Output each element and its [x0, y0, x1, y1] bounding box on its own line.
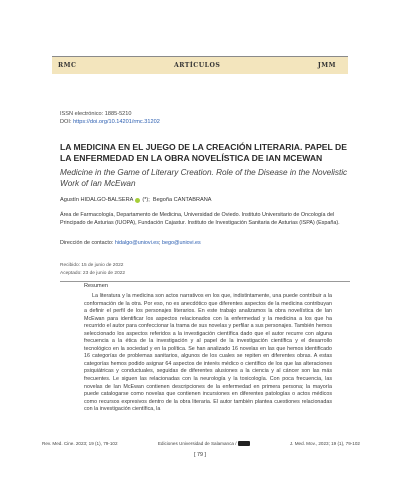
- publisher-text: Ediciones Universidad de Salamanca /: [157, 441, 237, 446]
- corresponding-marker: (*);: [142, 197, 150, 203]
- footer-right: J. Med. Mov., 2023; 19 (1), 79-102: [289, 441, 360, 447]
- email-link-2[interactable]: bego@uniovi.es: [161, 240, 201, 246]
- footer-left: Rev. Med. Cine. 2023; 19 (1), 79-102: [42, 441, 118, 447]
- article-meta: [60, 110, 160, 126]
- page-number: [ 79 ]: [194, 452, 206, 458]
- author-1: Agustín HIDALGO-BALSERA: [60, 197, 134, 203]
- author-2: Begoña CANTABRANA: [152, 197, 212, 203]
- cc-license-icon: [238, 441, 250, 446]
- article-subtitle: Medicine in the Game of Literary Creation. Role of the Disease in the Novelistic Work of Ian McEwan: [60, 168, 348, 188]
- issn: ISSN electrónico: 1885-5210: [60, 111, 132, 117]
- contact-label: Dirección de contacto:: [60, 240, 115, 246]
- header-center: ARTÍCULOS: [173, 62, 221, 69]
- article-title: LA MEDICINA EN EL JUEGO DE LA CREACIÓN LITERARIA. PAPEL DE LA ENFERMEDAD EN LA OBRA NOVELÍSTICA DE IAN MCEWAN: [60, 142, 347, 163]
- doi-label: DOI:: [60, 119, 74, 125]
- dates-block: [60, 262, 125, 277]
- footer-center: [158, 441, 250, 446]
- abstract-divider: [60, 281, 350, 282]
- header-right: JMM: [317, 62, 336, 69]
- orcid-icon[interactable]: [135, 198, 140, 203]
- abstract-text: La literatura y la medicina son actos narrativos en los que, indistintamente, una puede contribuir a la conformación de la otra. Por eso, no es anecdótico que diferentes aspectos de la medicina contribuyan a definir el perfil de los personajes literarios. En este trabajo analizamos la obra novelística de Ian McEwan para identificar los aspectos relacionados con la enfermedad y la medicina a los que ha recurrido el autor para confeccionar la trama de sus novelas y perfilar a sus personajes. También hemos seleccionado los aspectos referidos a la investigación científica dado que el autor recurre con alguna frecuencia a la ética de la investigación y al papel de la investigación científica y el desarrollo tecnológico en la sociedad y en la política. Se han analizado 16 novelas en las que hemos identificado 16 categorías de problemas sanitarios, algunos de los cuales se repiten en diferentes obras. A estas categorías hemos podido asignar 64 aspectos de interés médico o científico de los que las alteraciones psiquiátricas y conductuales, seguidas de diferentes alusiones a la ciencia y al cáncer son las más frecuentes. Le siguen las relacionadas con la neurología y la toxicología. Con poca frecuencia, las novelas de Ian McEwan contienen descripciones de la enfermedad en primera persona; la mayoría puede catalogarse como novelas que contienen incursiones en diferentes patologías o actos médicos como recursos expresivos dentro de la obra literaria. El autor también plantea cuestiones relacionadas con la investigación científica, la: [84, 293, 332, 413]
- abstract-heading: Resumen: [84, 283, 108, 289]
- contact-line: [60, 240, 201, 246]
- page-footer: [42, 441, 360, 446]
- email-separator: ;: [158, 240, 162, 246]
- accepted-date: Aceptado: 23 de junio de 2022: [60, 270, 126, 276]
- journal-header-band: [52, 56, 348, 74]
- doi-line: [60, 118, 160, 126]
- received-date: Recibido: 15 de junio de 2022: [60, 263, 124, 268]
- authors-line: [60, 197, 212, 203]
- affiliation: Área de Farmacología, Departamento de Medicina, Universidad de Oviedo. Instituto Universitario de Oncología del Principado de Asturias (IUOPA), Fundación Cajastur. Instituto de Investigación Sanitaria de Asturias (ISPA) (España).: [60, 212, 340, 226]
- email-link-1[interactable]: hidalgo@uniovi.es: [114, 240, 159, 246]
- doi-link[interactable]: https://doi.org/10.14201/rmc.31202: [73, 119, 160, 125]
- header-left: RMC: [58, 62, 77, 69]
